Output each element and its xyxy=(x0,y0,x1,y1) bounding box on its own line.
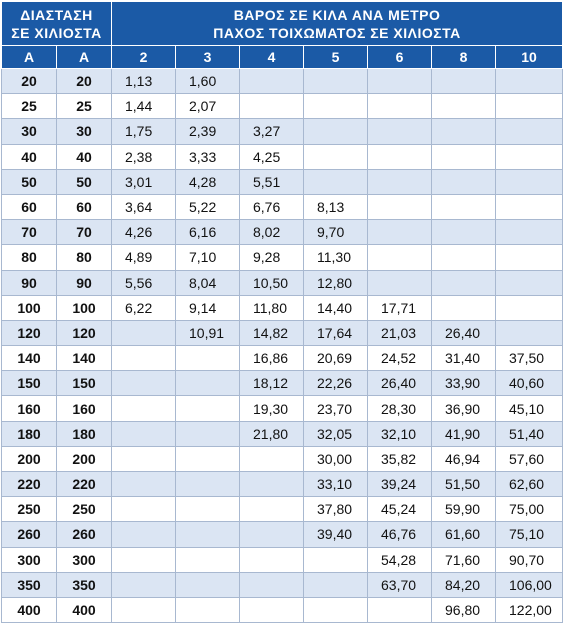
weight-cell: 22,26 xyxy=(304,371,368,396)
dimension-cell: 60 xyxy=(57,194,112,219)
weight-cell xyxy=(112,497,176,522)
weight-cell xyxy=(496,169,563,194)
weight-cell xyxy=(176,446,240,471)
dimension-cell: 400 xyxy=(57,597,112,622)
weight-cell: 90,70 xyxy=(496,547,563,572)
weight-cell xyxy=(496,69,563,94)
weight-table xyxy=(1,1,563,623)
thickness-col-header: 6 xyxy=(368,46,432,69)
table-row xyxy=(2,245,563,270)
dimension-cell: 20 xyxy=(57,69,112,94)
dimension-cell: 250 xyxy=(2,497,57,522)
dimension-cell: 30 xyxy=(57,119,112,144)
dimension-cell: 90 xyxy=(2,270,57,295)
weight-cell xyxy=(112,371,176,396)
weight-cell xyxy=(176,346,240,371)
dimension-cell: 200 xyxy=(2,446,57,471)
weight-cell xyxy=(432,119,496,144)
dimension-cell: 140 xyxy=(57,346,112,371)
weight-cell xyxy=(240,522,304,547)
table-body xyxy=(2,69,563,623)
table-row xyxy=(2,572,563,597)
weight-cell: 9,28 xyxy=(240,245,304,270)
weight-cell xyxy=(368,94,432,119)
weight-cell: 37,80 xyxy=(304,497,368,522)
thickness-col-header: 5 xyxy=(304,46,368,69)
weight-cell: 122,00 xyxy=(496,597,563,622)
weight-cell xyxy=(176,572,240,597)
weight-cell: 21,80 xyxy=(240,421,304,446)
weight-cell: 41,90 xyxy=(432,421,496,446)
dimension-cell: 260 xyxy=(2,522,57,547)
weight-cell xyxy=(304,144,368,169)
table-row xyxy=(2,295,563,320)
weight-cell: 9,14 xyxy=(176,295,240,320)
weight-cell: 39,24 xyxy=(368,472,432,497)
weight-cell: 21,03 xyxy=(368,320,432,345)
weight-cell xyxy=(368,69,432,94)
weight-cell: 10,91 xyxy=(176,320,240,345)
weight-cell: 6,22 xyxy=(112,295,176,320)
dimension-cell: 120 xyxy=(2,320,57,345)
header-row-titles xyxy=(2,2,563,46)
dimension-cell: 180 xyxy=(57,421,112,446)
weight-cell xyxy=(240,597,304,622)
weight-cell xyxy=(496,295,563,320)
weight-cell: 33,10 xyxy=(304,472,368,497)
weight-cell: 5,56 xyxy=(112,270,176,295)
dimension-cell: 60 xyxy=(2,194,57,219)
weight-cell: 33,90 xyxy=(432,371,496,396)
dimension-cell: 250 xyxy=(57,497,112,522)
table-row xyxy=(2,94,563,119)
dimension-cell: 40 xyxy=(2,144,57,169)
weight-cell xyxy=(176,472,240,497)
table-row xyxy=(2,371,563,396)
weight-cell: 18,12 xyxy=(240,371,304,396)
weight-cell xyxy=(112,421,176,446)
weight-cell: 71,60 xyxy=(432,547,496,572)
weight-cell xyxy=(432,194,496,219)
weight-cell: 3,64 xyxy=(112,194,176,219)
weight-cell xyxy=(176,497,240,522)
dimension-cell: 20 xyxy=(2,69,57,94)
weight-cell: 75,00 xyxy=(496,497,563,522)
weight-cell xyxy=(240,69,304,94)
weight-cell: 59,90 xyxy=(432,497,496,522)
weight-cell: 16,86 xyxy=(240,346,304,371)
weight-cell: 1,75 xyxy=(112,119,176,144)
weight-title-cell xyxy=(112,2,563,46)
weight-cell xyxy=(432,245,496,270)
dimension-cell: 50 xyxy=(57,169,112,194)
weight-cell: 5,22 xyxy=(176,194,240,219)
dimension-cell: 70 xyxy=(57,220,112,245)
weight-cell: 96,80 xyxy=(432,597,496,622)
weight-cell: 63,70 xyxy=(368,572,432,597)
weight-cell: 9,70 xyxy=(304,220,368,245)
weight-cell xyxy=(304,69,368,94)
weight-cell: 8,04 xyxy=(176,270,240,295)
weight-cell: 17,64 xyxy=(304,320,368,345)
table-row xyxy=(2,522,563,547)
weight-cell: 20,69 xyxy=(304,346,368,371)
weight-cell: 62,60 xyxy=(496,472,563,497)
weight-cell xyxy=(240,472,304,497)
weight-cell xyxy=(432,169,496,194)
weight-cell: 32,05 xyxy=(304,421,368,446)
weight-cell xyxy=(176,522,240,547)
weight-cell: 6,76 xyxy=(240,194,304,219)
weight-cell: 1,60 xyxy=(176,69,240,94)
dimension-cell: 70 xyxy=(2,220,57,245)
dimension-cell: 300 xyxy=(57,547,112,572)
weight-cell: 75,10 xyxy=(496,522,563,547)
weight-cell xyxy=(432,220,496,245)
weight-cell: 11,30 xyxy=(304,245,368,270)
weight-cell: 1,44 xyxy=(112,94,176,119)
table-row xyxy=(2,194,563,219)
weight-cell xyxy=(304,572,368,597)
weight-cell xyxy=(112,597,176,622)
weight-cell xyxy=(240,572,304,597)
weight-cell xyxy=(368,194,432,219)
weight-cell xyxy=(368,597,432,622)
weight-cell: 14,40 xyxy=(304,295,368,320)
table-row xyxy=(2,69,563,94)
weight-cell: 24,52 xyxy=(368,346,432,371)
weight-cell: 30,00 xyxy=(304,446,368,471)
dimension-cell: 25 xyxy=(57,94,112,119)
weight-cell: 46,76 xyxy=(368,522,432,547)
dimension-cell: 300 xyxy=(2,547,57,572)
weight-cell: 8,02 xyxy=(240,220,304,245)
weight-cell: 51,50 xyxy=(432,472,496,497)
dim-col-header: A xyxy=(57,46,112,69)
header-row-columns xyxy=(2,46,563,69)
weight-cell xyxy=(432,144,496,169)
dimension-cell: 150 xyxy=(2,371,57,396)
weight-cell xyxy=(112,346,176,371)
weight-cell: 26,40 xyxy=(368,371,432,396)
thickness-col-header: 8 xyxy=(432,46,496,69)
dimension-cell: 100 xyxy=(2,295,57,320)
weight-cell: 84,20 xyxy=(432,572,496,597)
table-row xyxy=(2,346,563,371)
weight-cell xyxy=(496,144,563,169)
weight-cell xyxy=(112,547,176,572)
weight-cell: 17,71 xyxy=(368,295,432,320)
weight-cell: 37,50 xyxy=(496,346,563,371)
dimension-cell: 260 xyxy=(57,522,112,547)
table-row xyxy=(2,547,563,572)
weight-cell: 1,13 xyxy=(112,69,176,94)
weight-cell xyxy=(368,245,432,270)
weight-cell xyxy=(368,220,432,245)
weight-cell xyxy=(304,547,368,572)
weight-cell xyxy=(496,220,563,245)
weight-cell xyxy=(368,270,432,295)
weight-cell xyxy=(112,396,176,421)
weight-cell: 23,70 xyxy=(304,396,368,421)
weight-cell xyxy=(112,472,176,497)
dimension-cell: 220 xyxy=(2,472,57,497)
dimension-title-cell xyxy=(2,2,112,46)
dimension-cell: 30 xyxy=(2,119,57,144)
weight-cell: 61,60 xyxy=(432,522,496,547)
table-row xyxy=(2,144,563,169)
table-row xyxy=(2,119,563,144)
weight-cell xyxy=(176,547,240,572)
thickness-col-header: 3 xyxy=(176,46,240,69)
weight-cell: 26,40 xyxy=(432,320,496,345)
weight-cell xyxy=(112,572,176,597)
weight-cell xyxy=(368,169,432,194)
weight-cell: 10,50 xyxy=(240,270,304,295)
dimension-cell: 400 xyxy=(2,597,57,622)
weight-cell: 7,10 xyxy=(176,245,240,270)
weight-cell xyxy=(496,245,563,270)
dimension-cell: 80 xyxy=(2,245,57,270)
weight-cell: 3,01 xyxy=(112,169,176,194)
weight-cell: 5,51 xyxy=(240,169,304,194)
weight-cell xyxy=(432,69,496,94)
weight-cell xyxy=(112,320,176,345)
weight-cell xyxy=(304,169,368,194)
dimension-cell: 90 xyxy=(57,270,112,295)
weight-cell: 4,26 xyxy=(112,220,176,245)
dimension-cell: 40 xyxy=(57,144,112,169)
table-row xyxy=(2,497,563,522)
dimension-cell: 100 xyxy=(57,295,112,320)
weight-cell: 4,25 xyxy=(240,144,304,169)
weight-cell: 11,80 xyxy=(240,295,304,320)
weight-cell xyxy=(176,597,240,622)
weight-cell: 35,82 xyxy=(368,446,432,471)
weight-cell xyxy=(176,371,240,396)
weight-title: ΒΑΡΟΣ ΣΕ ΚΙΛΑ ΑΝΑ ΜΕΤΡΟ ΠΑΧΟΣ ΤΟΙΧΩΜΑΤΟΣ ΣΕ ΧΙΛΙΟΣΤΑ xyxy=(213,6,461,41)
dimension-cell: 180 xyxy=(2,421,57,446)
weight-cell xyxy=(432,295,496,320)
weight-cell xyxy=(432,94,496,119)
weight-cell xyxy=(176,396,240,421)
table-row xyxy=(2,421,563,446)
weight-cell: 36,90 xyxy=(432,396,496,421)
weight-cell xyxy=(112,446,176,471)
weight-cell xyxy=(304,597,368,622)
thickness-col-header: 4 xyxy=(240,46,304,69)
weight-cell xyxy=(112,522,176,547)
weight-cell: 19,30 xyxy=(240,396,304,421)
table-row xyxy=(2,597,563,622)
dimension-title: ΔΙΑΣΤΑΣΗ ΣΕ ΧΙΛΙΟΣΤΑ xyxy=(11,6,102,41)
dimension-cell: 200 xyxy=(57,446,112,471)
weight-cell xyxy=(368,144,432,169)
dimension-cell: 140 xyxy=(2,346,57,371)
weight-cell: 57,60 xyxy=(496,446,563,471)
dimension-cell: 160 xyxy=(57,396,112,421)
weight-cell: 45,10 xyxy=(496,396,563,421)
dimension-cell: 50 xyxy=(2,169,57,194)
table-row xyxy=(2,169,563,194)
weight-cell xyxy=(368,119,432,144)
weight-cell: 51,40 xyxy=(496,421,563,446)
weight-cell: 3,33 xyxy=(176,144,240,169)
weight-cell: 12,80 xyxy=(304,270,368,295)
weight-cell: 54,28 xyxy=(368,547,432,572)
table-row xyxy=(2,220,563,245)
table-row xyxy=(2,472,563,497)
thickness-col-header: 10 xyxy=(496,46,563,69)
table-row xyxy=(2,446,563,471)
weight-cell xyxy=(304,119,368,144)
dimension-cell: 25 xyxy=(2,94,57,119)
weight-cell xyxy=(240,446,304,471)
weight-cell: 32,10 xyxy=(368,421,432,446)
weight-cell: 40,60 xyxy=(496,371,563,396)
table-row xyxy=(2,270,563,295)
weight-cell xyxy=(496,119,563,144)
weight-cell: 45,24 xyxy=(368,497,432,522)
weight-cell xyxy=(304,94,368,119)
weight-cell xyxy=(240,94,304,119)
weight-cell xyxy=(496,320,563,345)
dim-col-header: A xyxy=(2,46,57,69)
weight-cell: 106,00 xyxy=(496,572,563,597)
dimension-cell: 350 xyxy=(57,572,112,597)
dimension-cell: 80 xyxy=(57,245,112,270)
weight-cell: 31,40 xyxy=(432,346,496,371)
dimension-cell: 120 xyxy=(57,320,112,345)
weight-cell xyxy=(496,270,563,295)
weight-cell: 39,40 xyxy=(304,522,368,547)
weight-cell xyxy=(496,94,563,119)
weight-cell xyxy=(176,421,240,446)
weight-cell: 2,07 xyxy=(176,94,240,119)
weight-cell: 4,28 xyxy=(176,169,240,194)
weight-cell: 2,38 xyxy=(112,144,176,169)
dimension-cell: 160 xyxy=(2,396,57,421)
weight-cell xyxy=(496,194,563,219)
dimension-cell: 350 xyxy=(2,572,57,597)
weight-cell: 4,89 xyxy=(112,245,176,270)
weight-cell: 14,82 xyxy=(240,320,304,345)
weight-cell xyxy=(432,270,496,295)
weight-cell: 46,94 xyxy=(432,446,496,471)
weight-cell: 2,39 xyxy=(176,119,240,144)
weight-cell: 6,16 xyxy=(176,220,240,245)
thickness-col-header: 2 xyxy=(112,46,176,69)
weight-cell: 3,27 xyxy=(240,119,304,144)
weight-cell: 8,13 xyxy=(304,194,368,219)
dimension-cell: 150 xyxy=(57,371,112,396)
weight-cell xyxy=(240,497,304,522)
weight-cell xyxy=(240,547,304,572)
table-row xyxy=(2,396,563,421)
table-row xyxy=(2,320,563,345)
dimension-cell: 220 xyxy=(57,472,112,497)
weight-cell: 28,30 xyxy=(368,396,432,421)
